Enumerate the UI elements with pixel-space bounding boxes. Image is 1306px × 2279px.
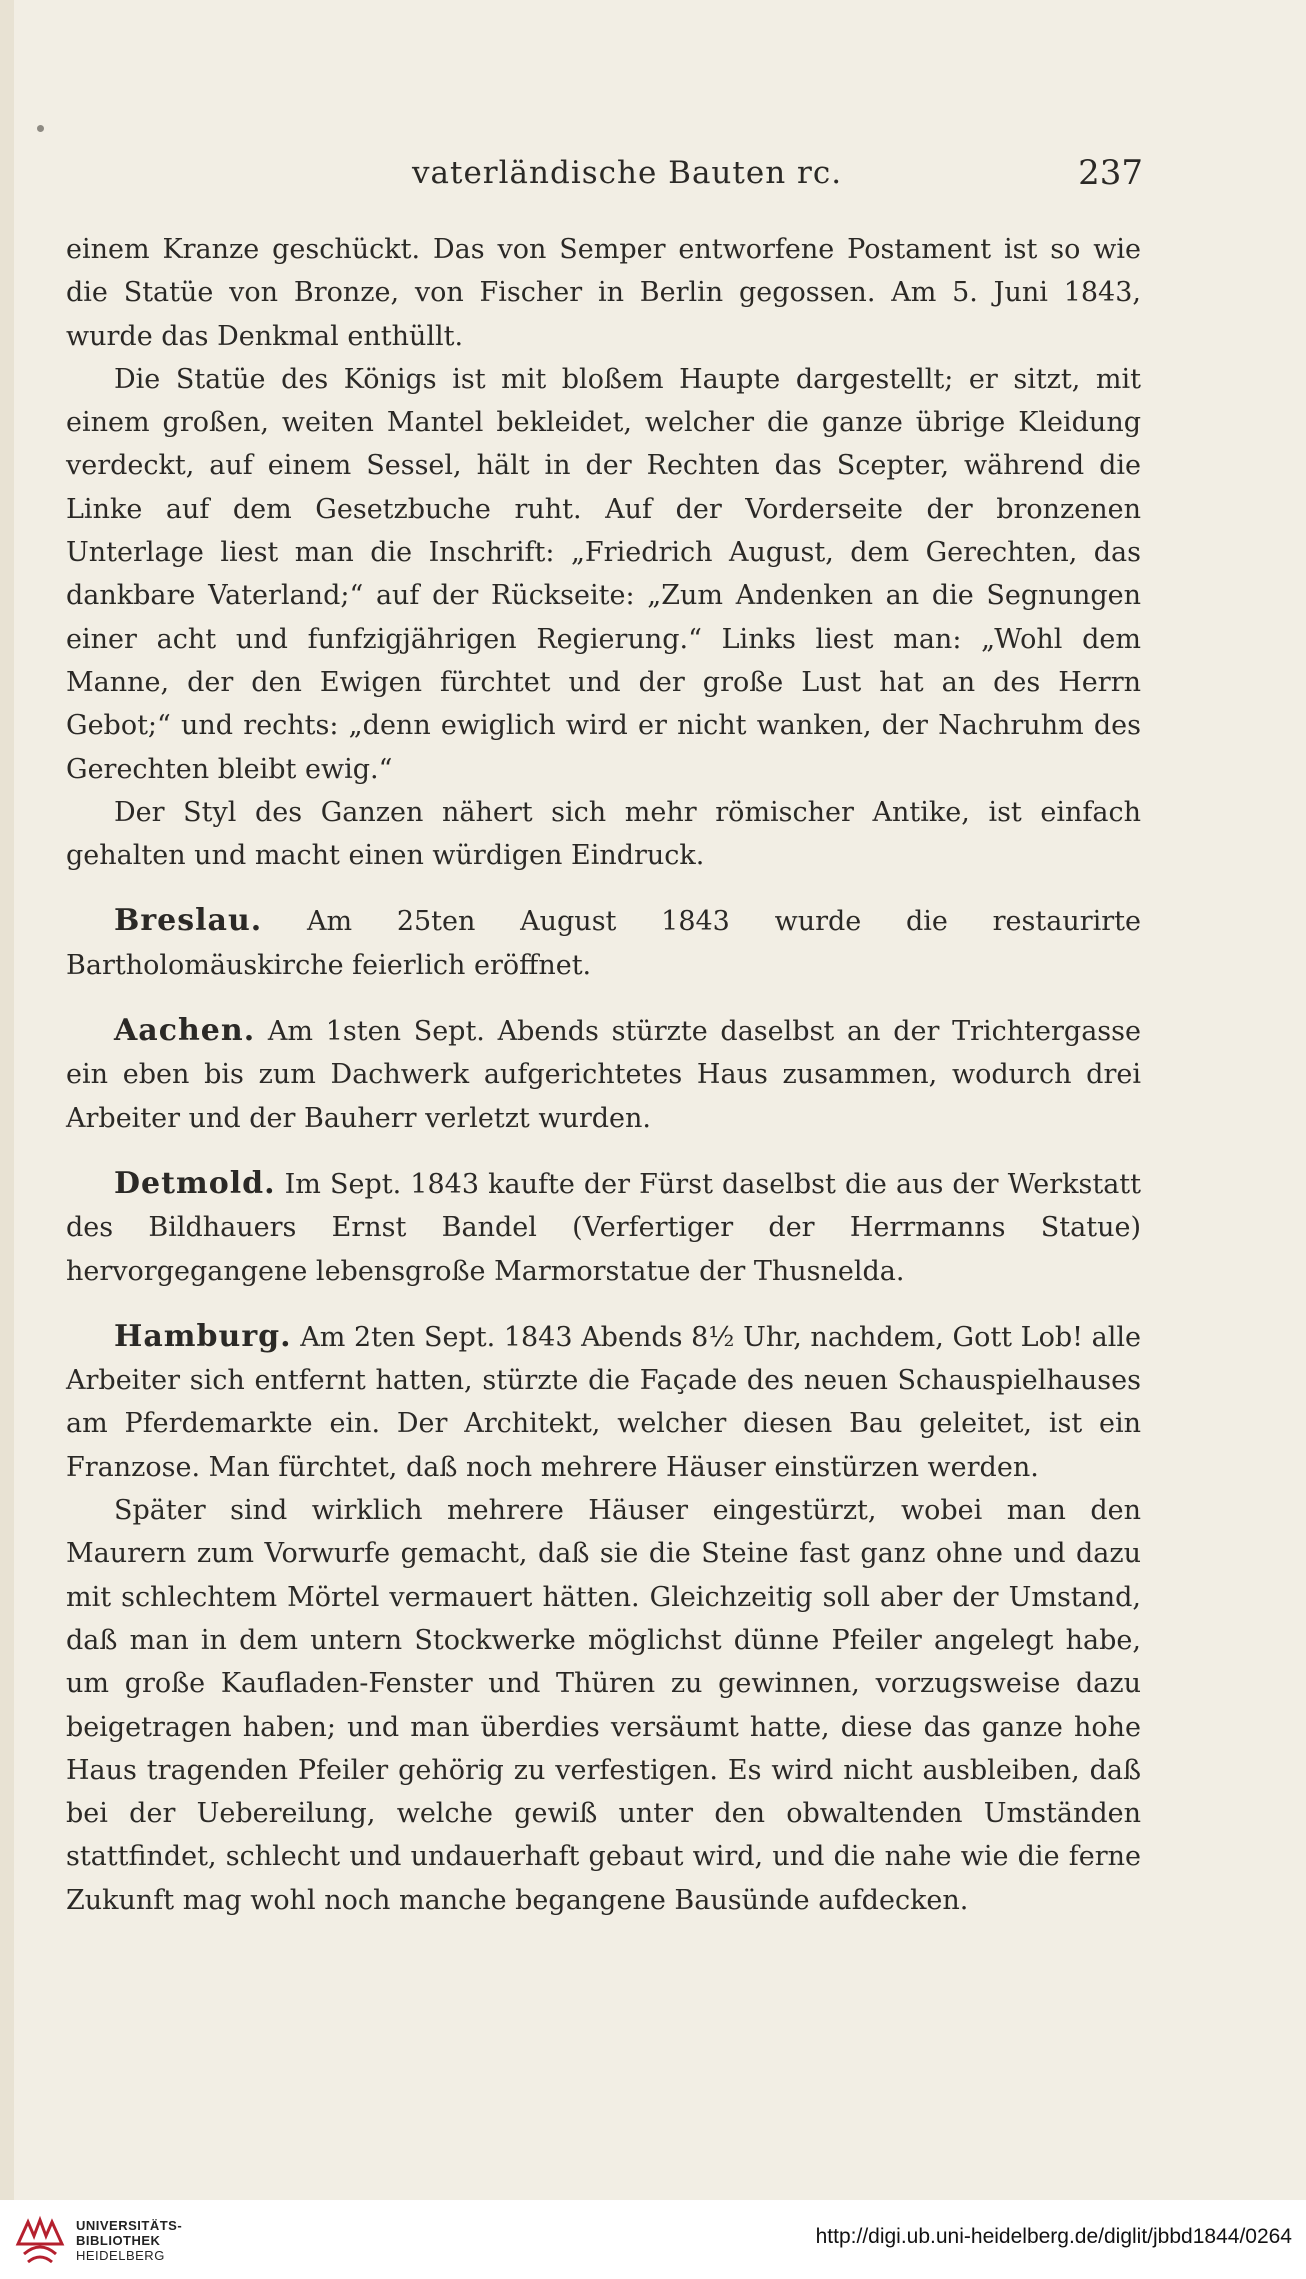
paragraph-text: Am 1sten Sept. Abends stürzte daselbst an der Trichtergasse ein eben bis zum Dachwerk aufgerichtetes Haus zusammen, wodurch drei Arbeiter und der Bauherr verletzt wurden. bbox=[66, 1016, 1141, 1134]
city-heading-detmold: Detmold. bbox=[114, 1165, 276, 1201]
city-heading-hamburg: Hamburg. bbox=[114, 1318, 292, 1354]
library-logo-icon bbox=[14, 2214, 66, 2266]
digitization-footer bbox=[0, 2200, 1306, 2279]
binding-mark bbox=[37, 125, 44, 132]
library-name-line: HEIDELBERG bbox=[76, 2248, 165, 2263]
paragraph-breslau bbox=[66, 899, 1141, 987]
running-title: vaterländische Bauten rc. bbox=[412, 155, 843, 191]
paragraph-statue-description bbox=[66, 358, 1141, 791]
paragraph-text: Am 2ten Sept. 1843 Abends 8½ Uhr, nachdem, Gott Lob! alle Arbeiter sich entfernt hatten, stürzte die Façade des neuen Schauspielhauses am Pferdemarkte ein. Der Architekt, welcher diesen Bau geleitet, ist ein Franzose. Man fürchtet, daß noch mehrere Häuser einstürzen werden. bbox=[66, 1321, 1141, 1483]
library-name-line: UNIVERSITÄTS- bbox=[76, 2218, 183, 2233]
paragraph-text: Später sind wirklich mehrere Häuser eingestürzt, wobei man den Maurern zum Vorwurfe gemacht, daß sie die Steine fast ganz ohne und dazu mit schlechtem Mörtel vermauert hätten. Gleichzeitig soll aber der Umstand, daß man in dem untern Stockwerke möglichst dünne Pfeiler angelegt habe, um große Kaufladen-Fenster und Thüren zu gewinnen, vorzugsweise dazu beigetragen haben; und man überdies versäumt hatte, diese das ganze hohe Haus tragenden Pfeiler gehörig zu verfestigen. Es wird nicht ausbleiben, daß bei der Uebereilung, welche gewiß unter den obwaltenden Umständen stattfindet, schlecht und undauerhaft gebaut wird, und die nahe wie die ferne Zukunft mag wohl noch manche begangene Bausünde aufdecken. bbox=[66, 1495, 1141, 1916]
library-name-line: BIBLIOTHEK bbox=[76, 2233, 161, 2248]
paragraph-text: Der Styl des Ganzen nähert sich mehr römischer Antike, ist einfach gehalten und macht einen würdigen Eindruck. bbox=[66, 796, 1141, 872]
paragraph-detmold bbox=[66, 1162, 1141, 1293]
city-heading-aachen: Aachen. bbox=[114, 1013, 256, 1049]
paragraph-text: einem Kranze geschückt. Das von Semper entworfene Postament ist so wie die Statüe von Bronze, von Fischer in Berlin gegossen. Am 5. Juni 1843, wurde das Denkmal enthüllt. bbox=[66, 234, 1141, 352]
paragraph-monument-end bbox=[66, 228, 1141, 358]
page-number: 237 bbox=[1078, 153, 1143, 193]
paragraph-text: Am 25ten August 1843 wurde die restaurirte Bartholomäuskirche feierlich eröffnet. bbox=[66, 906, 1141, 981]
paragraph-style bbox=[66, 791, 1141, 878]
paragraph-hamburg bbox=[66, 1315, 1141, 1489]
paragraph-hamburg-aftermath bbox=[66, 1489, 1141, 1922]
paragraph-text: Die Statüe des Königs ist mit bloßem Haupte dargestellt; er sitzt, mit einem großen, weiten Mantel bekleidet, welcher die ganze übrige Kleidung verdeckt, auf einem Sessel, hält in der Rechten das Scepter, während die Linke auf dem Gesetzbuche ruht. Auf der Vorderseite der bronzenen Unterlage liest man die Inschrift: „Friedrich August, dem Gerechten, das dankbare Vaterland;“ auf der Rückseite: „Zum Andenken an die Segnungen einer acht und funfzigjährigen Regierung.“ Links liest man: „Wohl dem Manne, der den Ewigen fürchtet und der große Lust hat an des Herrn Gebot;“ und rechts: „denn ewiglich wird er nicht wanken, der Nachruhm des Gerechten bleibt ewig.“ bbox=[66, 363, 1141, 785]
library-name bbox=[76, 2218, 182, 2263]
paragraph-text: Im Sept. 1843 kaufte der Fürst daselbst die aus der Werkstatt des Bildhauers Ernst Bandel (Verfertiger der Herrmanns Statue) hervorgegangene lebensgroße Marmorstatue der Thusnelda. bbox=[66, 1168, 1141, 1287]
city-heading-breslau: Breslau. bbox=[114, 903, 263, 939]
page-header bbox=[0, 155, 1306, 199]
digital-copy-link[interactable]: http://digi.ub.uni-heidelberg.de/diglit/jbbd1844/0264 bbox=[815, 2225, 1292, 2248]
body-text bbox=[66, 228, 1141, 1922]
paragraph-aachen bbox=[66, 1009, 1141, 1140]
